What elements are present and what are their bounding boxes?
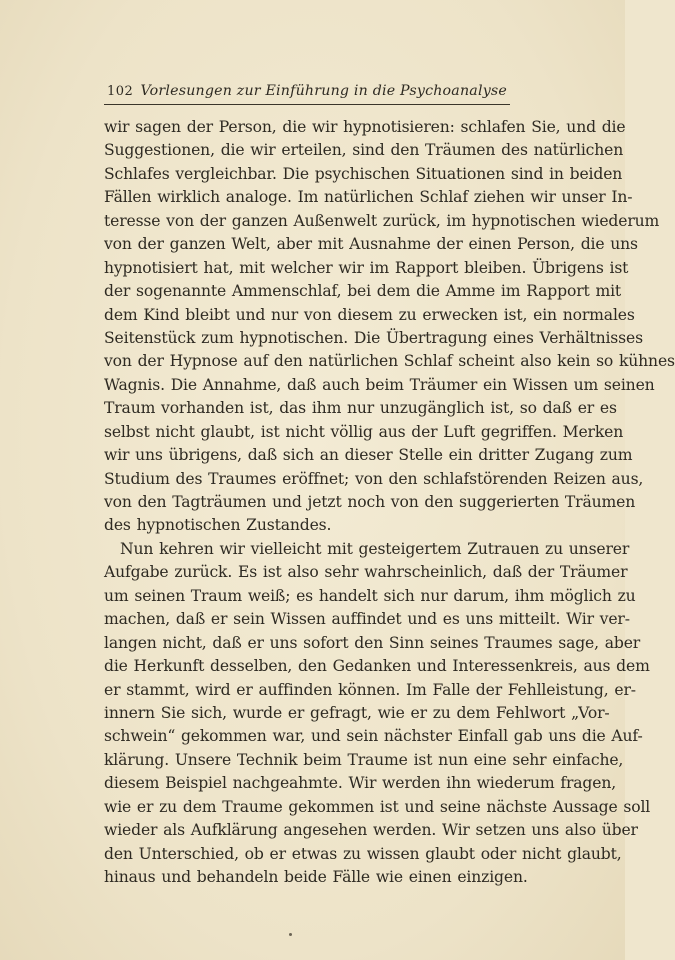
- running-title: Vorlesungen zur Einführung in die Psychoanalyse: [140, 83, 507, 99]
- text-line: langen nicht, daß er uns sofort den Sinn seines Traumes sage, aber: [104, 633, 641, 652]
- page-speck: [289, 933, 292, 936]
- text-line: wir uns übrigens, daß sich an dieser Stelle ein dritter Zugang zum: [104, 446, 633, 465]
- text-line: Studium des Traumes eröffnet; von den schlafstörenden Reizen aus,: [104, 469, 644, 488]
- text-line: den Unterschied, ob er etwas zu wissen glaubt oder nicht glaubt,: [104, 844, 622, 863]
- text-line: innern Sie sich, wurde er gefragt, wie er zu dem Fehlwort „Vor-: [104, 703, 610, 722]
- text-line: des hypnotischen Zustandes.: [104, 516, 332, 535]
- text-line: Fällen wirklich analoge. Im natürlichen Schlaf ziehen wir unser In-: [104, 188, 633, 207]
- text-line: teresse von der ganzen Außenwelt zurück, im hypnotischen wiederum: [104, 211, 660, 230]
- text-line: wie er zu dem Traume gekommen ist und seine nächste Aussage soll: [104, 797, 651, 816]
- page-number: 102: [107, 84, 134, 99]
- paragraph: [104, 538, 651, 890]
- text-line: machen, daß er sein Wissen auffindet und es uns mitteilt. Wir ver-: [104, 610, 630, 629]
- text-line: hypnotisiert hat, mit welcher wir im Rapport bleiben. Übrigens ist: [104, 258, 629, 277]
- paragraph: [104, 116, 675, 538]
- text-line: die Herkunft desselben, den Gedanken und Interessenkreis, aus dem: [104, 657, 650, 676]
- text-line: von der ganzen Welt, aber mit Ausnahme der einen Person, die uns: [104, 235, 638, 254]
- text-line: um seinen Traum weiß; es handelt sich nur darum, ihm möglich zu: [104, 586, 636, 605]
- text-line: Schlafes vergleichbar. Die psychischen Situationen sind in beiden: [104, 164, 623, 183]
- text-line: der sogenannte Ammenschlaf, bei dem die Amme im Rapport mit: [104, 282, 622, 301]
- text-line: er stammt, wird er auffinden können. Im Falle der Fehlleistung, er-: [104, 680, 636, 699]
- text-line: klärung. Unsere Technik beim Traume ist nun eine sehr einfache,: [104, 750, 624, 769]
- text-line: Wagnis. Die Annahme, daß auch beim Träumer ein Wissen um seinen: [104, 375, 655, 394]
- text-line: diesem Beispiel nachgeahmte. Wir werden ihn wiederum fragen,: [104, 774, 617, 793]
- text-line: schwein“ gekommen war, und sein nächster Einfall gab uns die Auf-: [104, 727, 643, 746]
- body-text: [104, 116, 675, 889]
- text-line: hinaus und behandeln beide Fälle wie einen einzigen.: [104, 868, 528, 886]
- text-line: dem Kind bleibt und nur von diesem zu erwecken ist, ein normales: [104, 305, 635, 324]
- text-line: wir sagen der Person, die wir hypnotisieren: schlafen Sie, und die: [104, 118, 626, 136]
- text-line: wieder als Aufklärung angesehen werden. Wir setzen uns also über: [104, 821, 638, 840]
- text-line: von den Tagträumen und jetzt noch von den suggerierten Träumen: [104, 493, 636, 511]
- header-rule: [104, 104, 510, 105]
- text-line: Aufgabe zurück. Es ist also sehr wahrscheinlich, daß der Träumer: [104, 563, 628, 582]
- text-line: Nun kehren wir vielleicht mit gesteigertem Zutrauen zu unserer: [120, 539, 630, 558]
- text-line: von der Hypnose auf den natürlichen Schlaf scheint also kein so kühnes: [104, 352, 675, 371]
- text-line: Traum vorhanden ist, das ihm nur unzugänglich ist, so daß er es: [104, 399, 617, 418]
- text-line: Suggestionen, die wir erteilen, sind den Träumen des natürlichen: [104, 141, 624, 160]
- text-line: selbst nicht glaubt, ist nicht völlig aus der Luft gegriffen. Merken: [104, 422, 624, 441]
- page-header: [107, 82, 509, 104]
- text-line: Seitenstück zum hypnotischen. Die Übertragung eines Verhältnisses: [104, 328, 643, 347]
